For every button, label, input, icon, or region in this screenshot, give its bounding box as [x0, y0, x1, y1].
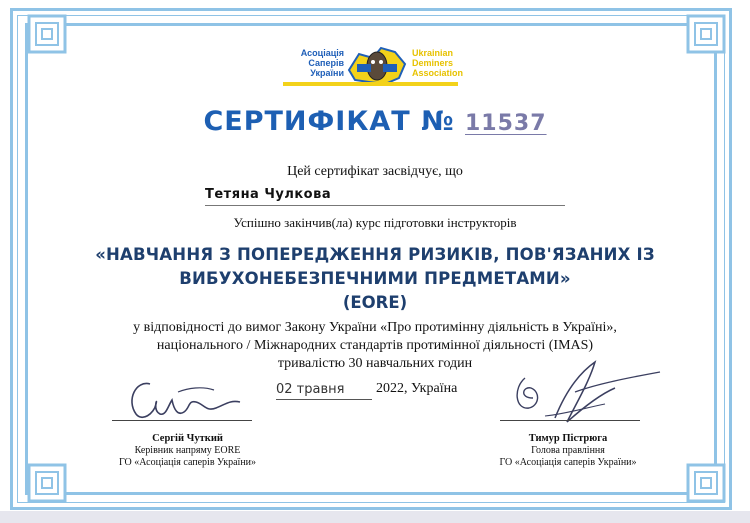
signer-left-name: Сергій Чуткий [152, 433, 223, 444]
accordance-line-1: у відповідності до вимог Закону України «Про протимінну діяльність в Україні», [133, 320, 617, 335]
logo-eng-line-2: Deminers [412, 58, 454, 68]
course-abbreviation: (EORE) [342, 293, 408, 312]
recipient-name: Тетяна Чулкова [205, 187, 332, 202]
bottom-strip [0, 511, 750, 523]
logo-text-english [412, 48, 478, 78]
logo-ukr-line-1: Асоціація [300, 48, 344, 58]
logo-underline-bar [283, 82, 458, 86]
corner-ornament-bottom-left [27, 463, 67, 503]
signer-right-org: ГО «Асоціація саперів України» [499, 457, 637, 468]
accordance-line-2: національного / Міжнародних стандартів протимінної діяльності (IMAS) [156, 338, 594, 353]
completed-course-text: Успішно закінчив(ла) курс підготовки інструкторів [233, 215, 517, 230]
signer-left-role: Керівник напряму EORE [134, 445, 241, 456]
signature-line-left [112, 420, 252, 421]
signer-left-org: ГО «Асоціація саперів України» [118, 457, 257, 468]
logo-ukr-line-3: України [310, 68, 344, 78]
signer-right [458, 433, 678, 469]
certifies-text: Цей сертифікат засвідчує, що [287, 164, 463, 179]
issue-year-place: 2022, Україна [376, 381, 458, 396]
certificate-title [0, 106, 750, 137]
signature-line-right [500, 420, 640, 421]
signer-right-role: Голова правління [531, 445, 605, 456]
recipient-name-underline [205, 205, 565, 206]
logo-eng-line-1: Ukrainian [412, 48, 454, 58]
logo-eng-line-3: Association [412, 68, 464, 78]
course-title [0, 243, 750, 291]
signer-left [80, 433, 295, 469]
certificate-title-label: СЕРТИФІКАТ № [203, 106, 455, 137]
issue-date: 02 травня [276, 382, 345, 397]
corner-ornament-top-right [686, 14, 726, 54]
accordance-line-3: тривалістю 30 навчальних годин [277, 356, 473, 371]
course-title-line-2: ВИБУХОНЕБЕЗПЕЧНИМИ ПРЕДМЕТАМИ» [179, 269, 571, 288]
signer-right-name: Тимур Пістрюга [528, 433, 608, 444]
corner-ornament-bottom-right [686, 463, 726, 503]
logo-ukr-line-2: Саперів [308, 58, 344, 68]
certificate-number: 11537 [465, 111, 547, 136]
logo-text-ukrainian [278, 48, 344, 78]
course-title-line-1: «НАВЧАННЯ З ПОПЕРЕДЖЕННЯ РИЗИКІВ, ПОВ'ЯЗАНИХ ІЗ [95, 245, 655, 264]
corner-ornament-top-left [27, 14, 67, 54]
issue-date-underline [276, 399, 372, 400]
